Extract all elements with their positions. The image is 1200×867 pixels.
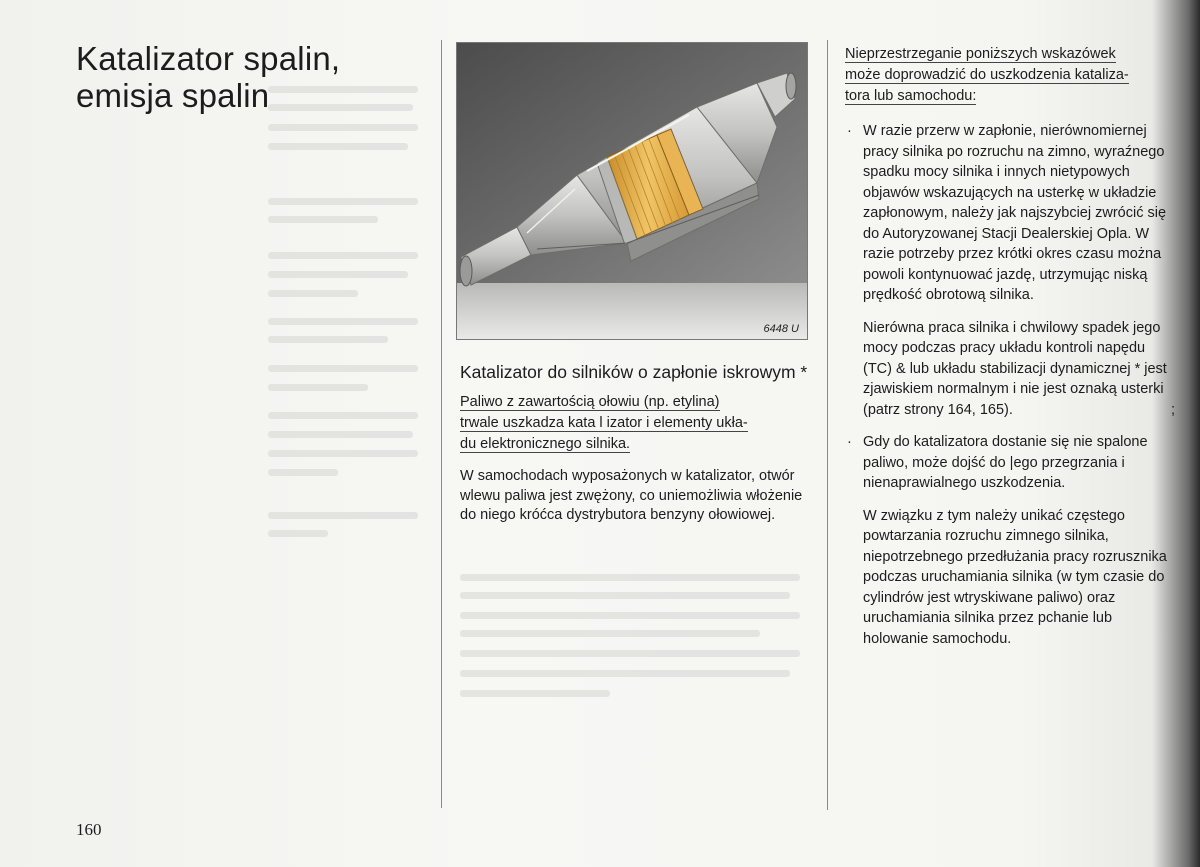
bullet-symbol: · [847,123,852,139]
right-column [845,44,1175,661]
warning-line-2: trwale uszkadza kata l izator i elementy ukła- [460,415,748,431]
column-divider-left [441,40,442,808]
intro-line-3: tora lub samochodu: [845,88,977,104]
body-paragraph: W samochodach wyposażonych w katalizator, otwór wlewu paliwa jest zwężony, co uniemożliwia włożenie do niego króćca dystrybutora benzyny ołowiowej. [460,468,803,524]
bullet-item-2-note: W związku z tym należy unikać częstego powtarzania rozruchu zimnego silnika, niepotrzebnego przedłużania pracy rozrusznika podczas uruchamiania silnika (w tym czasie do cylindrów jest wtryskiwane paliwo) oraz uruchamiania silnika przez pchanie lub holowanie samochodu. [863,507,1167,647]
column-divider-right [827,40,828,810]
warning-line-3: du elektronicznego silnika. [460,436,631,452]
middle-column [460,362,810,538]
page-title [76,40,340,114]
bullet-item-1 [845,121,1175,306]
warning-line-1: Paliwo z zawartością ołowiu (np. etylina) [460,394,720,410]
bullet-list [845,121,1175,306]
intro-warning [845,44,1175,107]
catalytic-converter-illustration [457,43,807,339]
warning-block [460,392,810,455]
catalytic-converter-figure [456,42,808,340]
bullet-item-1-note-text: Nierówna praca silnika i chwilowy spadek jego mocy podczas pracy układu kontroli napędu (TC) & lub układu stabilizacji dynamicznej * jest zjawiskiem normalnym i nie jest oznaką usterki (patrz strony 164, 165). [863,319,1167,418]
bullet-list-2 [845,432,1175,494]
section-subtitle: Katalizator do silników o zapłonie iskrowym * [460,362,808,382]
page-title-line-2: emisja spalin [76,77,270,114]
bullet-item-1-note [845,318,1175,421]
page-number: 160 [76,820,102,839]
figure-code: 6448 U [763,323,799,335]
bullet-item-1-note-mark: ; [1170,401,1175,418]
page-title-line-1: Katalizator spalin, [76,40,341,77]
bullet-symbol: · [847,434,852,450]
intro-line-2: może doprowadzić do uszkodzenia kataliza- [845,67,1129,83]
intro-line-1: Nieprzestrzeganie poniższych wskazówek [845,46,1116,62]
bullet-item-1-text: W razie przerw w zapłonie, nierównomiernej pracy silnika po rozruchu na zimno, wyraźnego spadku mocy silnika i innych nietypowych objawów wskazujących na usterkę w układzie zapłonowym, należy jak najszybciej zwrócić się do Autoryzowanej Stacji Dealerskiej Opla. W razie potrzeby przez krótki okres czasu można powoli kontynuować jazdę, utrzymując niską prędkość obrotową silnika. [863,123,1167,303]
bullet-item-2 [845,432,1175,494]
bullet-item-2-text: Gdy do katalizatora dostanie się nie spalone paliwo, może dojść do |ego przegrzania i nienaprawialnego uszkodzenia. [863,434,1148,491]
